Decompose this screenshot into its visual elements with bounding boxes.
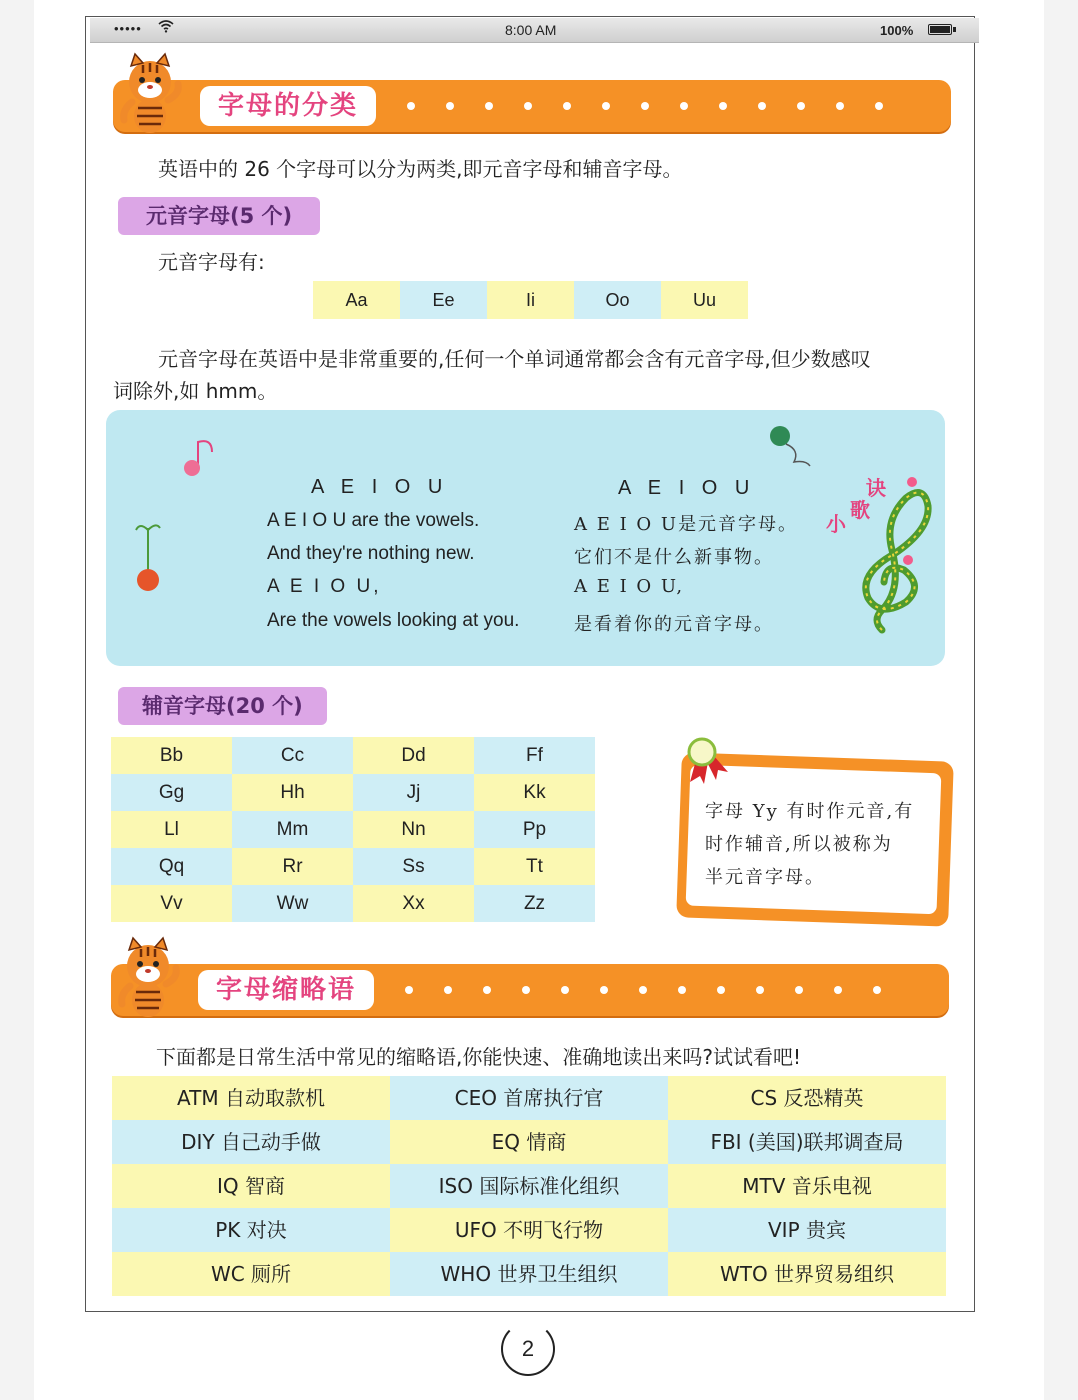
- song-box: [106, 410, 945, 666]
- song-badge-char: 小: [826, 512, 846, 536]
- song-badge-char: 诀: [866, 476, 886, 500]
- consonant-letter: Qq: [111, 848, 232, 885]
- music-note-icon: [176, 436, 220, 484]
- page-number: 2: [501, 1322, 555, 1376]
- consonant-letter: Cc: [232, 737, 353, 774]
- consonant-letter: Mm: [232, 811, 353, 848]
- song-cn-line: A E I O U,: [574, 576, 685, 597]
- consonant-letter: Xx: [353, 885, 474, 922]
- consonant-letter: Gg: [111, 774, 232, 811]
- note-text: [705, 795, 937, 894]
- consonant-letter: Bb: [111, 737, 232, 774]
- song-en-line: A E I O U: [311, 476, 449, 498]
- vowels-note-line2: 词除外,如 hmm。: [113, 379, 278, 403]
- decor-dots: [407, 102, 883, 110]
- note-line: 半元音字母。: [705, 867, 825, 888]
- abbr-cell: DIY 自己动手做: [112, 1120, 390, 1164]
- section-title-abbreviations: 字母缩略语: [198, 970, 374, 1010]
- vowel-letter: Aa: [313, 281, 400, 319]
- abbr-cell: CEO 首席执行官: [390, 1076, 668, 1120]
- abbr-cell: UFO 不明飞行物: [390, 1208, 668, 1252]
- song-en-line: A E I O U,: [267, 576, 382, 597]
- tiger-mascot-icon: [116, 50, 188, 136]
- battery-percent: 100%: [880, 23, 914, 38]
- song-en-line: And they're nothing new.: [267, 543, 475, 564]
- vowels-heading: 元音字母(5 个): [118, 197, 320, 235]
- abbr-cell: WHO 世界卫生组织: [390, 1252, 668, 1296]
- abbr-cell: MTV 音乐电视: [668, 1164, 946, 1208]
- signal-icon: •••••: [114, 21, 142, 36]
- abbr-cell: WTO 世界贸易组织: [668, 1252, 946, 1296]
- battery-icon: [928, 24, 952, 35]
- intro-text: 英语中的 26 个字母可以分为两类,即元音字母和辅音字母。: [158, 157, 683, 181]
- abbr-cell: ATM 自动取款机: [112, 1076, 390, 1120]
- consonant-letter: Ss: [353, 848, 474, 885]
- consonant-letter: Rr: [232, 848, 353, 885]
- ribbon-badge-icon: [682, 736, 732, 786]
- abbr-cell: PK 对决: [112, 1208, 390, 1252]
- tiger-mascot-icon: [114, 934, 186, 1020]
- cherry-icon: [130, 520, 166, 596]
- vowel-letter: Ii: [487, 281, 574, 319]
- vowels-label: 元音字母有:: [158, 250, 265, 274]
- abbr-cell: FBI (美国)联邦调查局: [668, 1120, 946, 1164]
- vowel-letter: Oo: [574, 281, 661, 319]
- abbr-cell: EQ 情商: [390, 1120, 668, 1164]
- balloon-icon: [766, 420, 814, 470]
- abbr-cell: WC 厕所: [112, 1252, 390, 1296]
- consonant-letter: Jj: [353, 774, 474, 811]
- song-cn-line: A E I O U: [618, 477, 756, 499]
- abbr-intro-text: 下面都是日常生活中常见的缩略语,你能快速、准确地读出来吗?试试看吧!: [156, 1045, 801, 1069]
- wifi-icon: [158, 19, 174, 36]
- clock: 8:00 AM: [505, 22, 557, 38]
- consonant-letter: Pp: [474, 811, 595, 848]
- song-cn-line: 它们不是什么新事物。: [574, 547, 774, 568]
- song-en-line: Are the vowels looking at you.: [267, 610, 520, 631]
- consonant-letter: Ww: [232, 885, 353, 922]
- abbr-cell: VIP 贵宾: [668, 1208, 946, 1252]
- abbr-cell: IQ 智商: [112, 1164, 390, 1208]
- section-title-classification: 字母的分类: [200, 86, 376, 126]
- consonant-letter: Dd: [353, 737, 474, 774]
- consonant-letter: Nn: [353, 811, 474, 848]
- song-badge-char: 歌: [850, 498, 870, 522]
- consonant-letter: Vv: [111, 885, 232, 922]
- abbr-cell: CS 反恐精英: [668, 1076, 946, 1120]
- decor-dots: [405, 986, 881, 994]
- vowel-letter: Ee: [400, 281, 487, 319]
- consonant-grid: [111, 737, 595, 922]
- consonant-letter: Hh: [232, 774, 353, 811]
- consonant-letter: Ff: [474, 737, 595, 774]
- vowel-letter: Uu: [661, 281, 748, 319]
- song-cn-line: 是看着你的元音字母。: [574, 614, 774, 635]
- note-line: 字母 Yy 有时作元音,有: [705, 801, 915, 822]
- treble-clef-icon: [832, 470, 942, 642]
- abbreviation-table: [112, 1076, 946, 1296]
- abbr-cell: ISO 国际标准化组织: [390, 1164, 668, 1208]
- song-cn-line: A E I O U是元音字母。: [574, 514, 799, 535]
- vowel-letter-row: [313, 281, 748, 319]
- consonant-letter: Ll: [111, 811, 232, 848]
- vowels-note-line1: 元音字母在英语中是非常重要的,任何一个单词通常都会含有元音字母,但少数感叹: [158, 347, 871, 371]
- consonants-heading: 辅音字母(20 个): [118, 687, 327, 725]
- consonant-letter: Kk: [474, 774, 595, 811]
- note-line: 时作辅音,所以被称为: [705, 834, 893, 855]
- song-en-line: A E I O U are the vowels.: [267, 510, 480, 531]
- status-bar: [90, 18, 979, 43]
- consonant-letter: Tt: [474, 848, 595, 885]
- consonant-letter: Zz: [474, 885, 595, 922]
